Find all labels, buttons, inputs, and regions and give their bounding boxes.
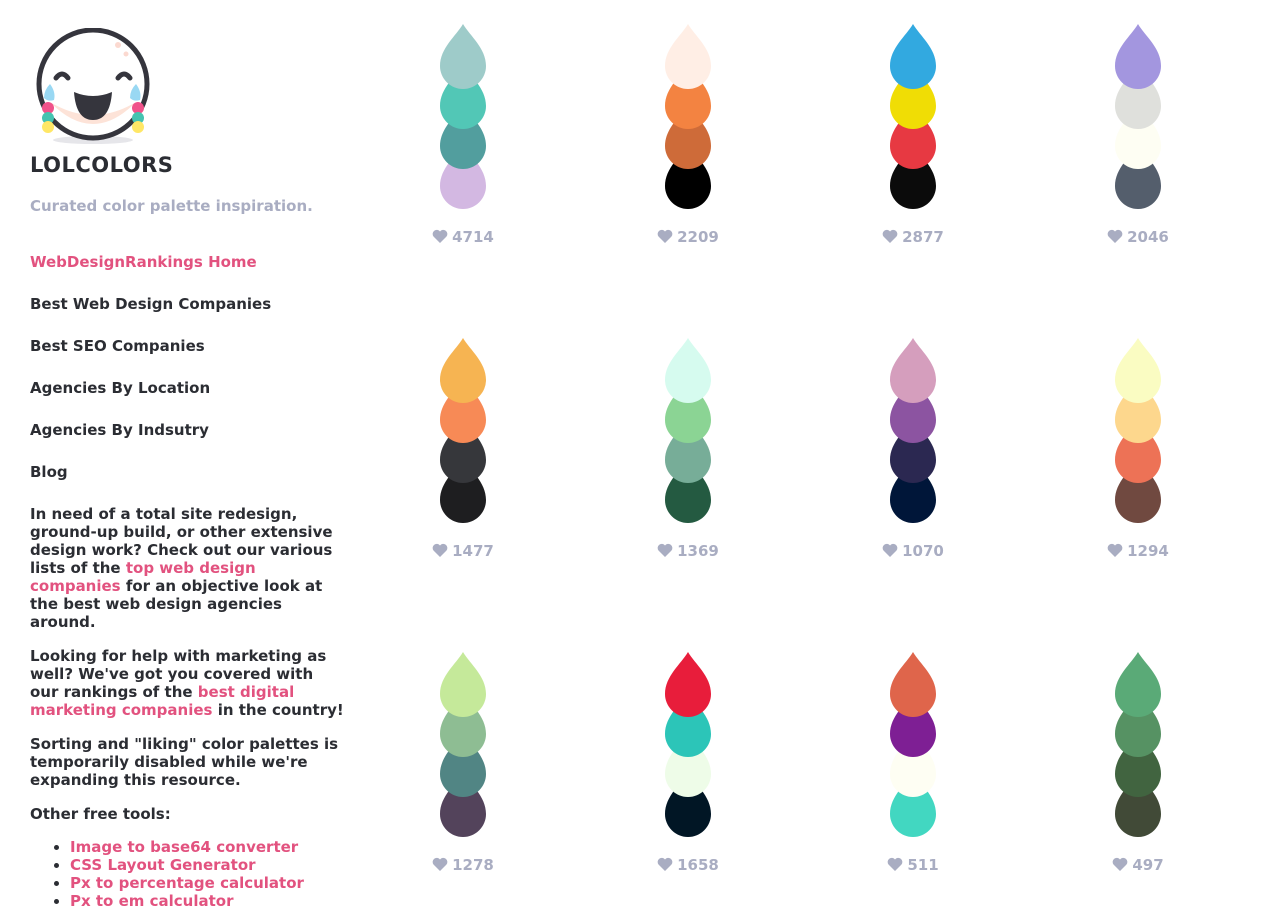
palette-grid: [388, 24, 1270, 904]
color-drop-swatch[interactable]: [890, 24, 936, 90]
nav-link-industry[interactable]: Agencies By Indsutry: [30, 421, 209, 439]
color-drop-swatch[interactable]: [440, 24, 486, 90]
heart-icon[interactable]: [1107, 229, 1123, 243]
palette-swatches[interactable]: [665, 652, 711, 838]
sidebar: [30, 28, 346, 910]
heart-icon[interactable]: [1107, 543, 1123, 557]
like-count: 4714: [452, 228, 494, 246]
nav-link-blog[interactable]: Blog: [30, 463, 68, 481]
like-counter[interactable]: [613, 856, 763, 874]
like-counter[interactable]: [838, 856, 988, 874]
heart-icon[interactable]: [657, 543, 673, 557]
like-counter[interactable]: [1063, 542, 1213, 560]
like-counter[interactable]: [838, 228, 988, 246]
heart-icon[interactable]: [657, 229, 673, 243]
heart-icon[interactable]: [887, 857, 903, 871]
color-drop-swatch[interactable]: [440, 652, 486, 718]
palette-swatches[interactable]: [440, 24, 486, 210]
like-count: 2046: [1127, 228, 1169, 246]
tool-item: [70, 874, 346, 892]
palette-card[interactable]: [388, 24, 538, 264]
palette-card[interactable]: [613, 652, 763, 892]
palette-swatches[interactable]: [665, 24, 711, 210]
other-tools-heading: Other free tools:: [30, 805, 171, 823]
palette-swatches[interactable]: [665, 338, 711, 524]
palette-card[interactable]: [613, 338, 763, 578]
like-count: 497: [1132, 856, 1164, 874]
web-design-paragraph: [30, 505, 346, 631]
nav-link-location[interactable]: Agencies By Location: [30, 379, 211, 397]
color-drop-swatch[interactable]: [890, 338, 936, 404]
color-drop-swatch[interactable]: [1115, 24, 1161, 90]
like-count: 511: [907, 856, 939, 874]
heart-icon[interactable]: [1112, 857, 1128, 871]
palette-swatches[interactable]: [440, 652, 486, 838]
palette-swatches[interactable]: [1115, 338, 1161, 524]
palette-card[interactable]: [1063, 338, 1213, 578]
palette-swatches[interactable]: [890, 338, 936, 524]
like-count: 1369: [677, 542, 719, 560]
tools-list: [30, 838, 346, 910]
tool-link-css-layout[interactable]: CSS Layout Generator: [70, 856, 256, 874]
like-count: 1070: [902, 542, 944, 560]
color-drop-swatch[interactable]: [440, 338, 486, 404]
sorting-disabled-notice: Sorting and "liking" color palettes is temporarily disabled while we're expanding this resource.: [30, 735, 339, 789]
web-design-text-before: In need of a total site redesign, ground-up build, or other extensive design work? Check out our various lists of the: [30, 505, 333, 577]
palette-card[interactable]: [1063, 24, 1213, 264]
nav-item-agencies-by-industry[interactable]: [30, 421, 346, 463]
palette-card[interactable]: [388, 652, 538, 892]
like-counter[interactable]: [1063, 228, 1213, 246]
nav-menu: [30, 253, 346, 505]
palette-card[interactable]: [388, 338, 538, 578]
marketing-text-after: in the country!: [212, 701, 344, 719]
color-drop-swatch[interactable]: [665, 652, 711, 718]
palette-swatches[interactable]: [1115, 24, 1161, 210]
palette-swatches[interactable]: [890, 652, 936, 838]
like-counter[interactable]: [388, 856, 538, 874]
tool-link-base64[interactable]: Image to base64 converter: [70, 838, 299, 856]
top-web-design-companies-link[interactable]: top web design companies: [30, 559, 256, 595]
laughing-face-logo[interactable]: [34, 28, 152, 146]
heart-icon[interactable]: [882, 543, 898, 557]
like-count: 2209: [677, 228, 719, 246]
heart-icon[interactable]: [882, 229, 898, 243]
like-count: 1477: [452, 542, 494, 560]
heart-icon[interactable]: [432, 543, 448, 557]
nav-item-agencies-by-location[interactable]: [30, 379, 346, 421]
like-count: 1658: [677, 856, 719, 874]
palette-card[interactable]: [838, 338, 988, 578]
nav-link-web-design[interactable]: Best Web Design Companies: [30, 295, 272, 313]
like-counter[interactable]: [1063, 856, 1213, 874]
like-count: 2877: [902, 228, 944, 246]
color-drop-swatch[interactable]: [665, 338, 711, 404]
marketing-text-before: Looking for help with marketing as well? We've got you covered with our rankings of the: [30, 647, 327, 701]
tool-item: [70, 838, 346, 856]
palette-swatches[interactable]: [890, 24, 936, 210]
site-title: LOLCOLORS: [30, 153, 174, 177]
like-count: 1294: [1127, 542, 1169, 560]
site-tagline: Curated color palette inspiration.: [30, 197, 313, 215]
nav-link-seo[interactable]: Best SEO Companies: [30, 337, 205, 355]
palette-swatches[interactable]: [440, 338, 486, 524]
tool-item: [70, 856, 346, 874]
nav-item-best-seo-companies[interactable]: [30, 337, 346, 379]
web-design-text-after: for an objective look at the best web design agencies around.: [30, 577, 323, 631]
nav-item-webdesignrankings-home[interactable]: [30, 253, 346, 295]
like-count: 1278: [452, 856, 494, 874]
heart-icon[interactable]: [657, 857, 673, 871]
like-counter[interactable]: [388, 228, 538, 246]
best-digital-marketing-link[interactable]: best digital marketing companies: [30, 683, 295, 719]
tool-link-px-em[interactable]: Px to em calculator: [70, 892, 234, 910]
palette-card[interactable]: [613, 24, 763, 264]
like-counter[interactable]: [613, 228, 763, 246]
heart-icon[interactable]: [432, 229, 448, 243]
palette-card[interactable]: [1063, 652, 1213, 892]
color-drop-swatch[interactable]: [1115, 652, 1161, 718]
heart-icon[interactable]: [432, 857, 448, 871]
tool-link-px-percentage[interactable]: Px to percentage calculator: [70, 874, 304, 892]
like-counter[interactable]: [388, 542, 538, 560]
nav-item-best-web-design-companies[interactable]: [30, 295, 346, 337]
nav-item-blog[interactable]: [30, 463, 346, 505]
color-drop-swatch[interactable]: [890, 652, 936, 718]
like-counter[interactable]: [838, 542, 988, 560]
like-counter[interactable]: [613, 542, 763, 560]
palette-card[interactable]: [838, 24, 988, 264]
color-drop-swatch[interactable]: [1115, 338, 1161, 404]
palette-card[interactable]: [838, 652, 988, 892]
marketing-paragraph: [30, 647, 346, 719]
palette-swatches[interactable]: [1115, 652, 1161, 838]
color-drop-swatch[interactable]: [665, 24, 711, 90]
tool-item: [70, 892, 346, 910]
nav-link-home[interactable]: WebDesignRankings Home: [30, 253, 257, 271]
